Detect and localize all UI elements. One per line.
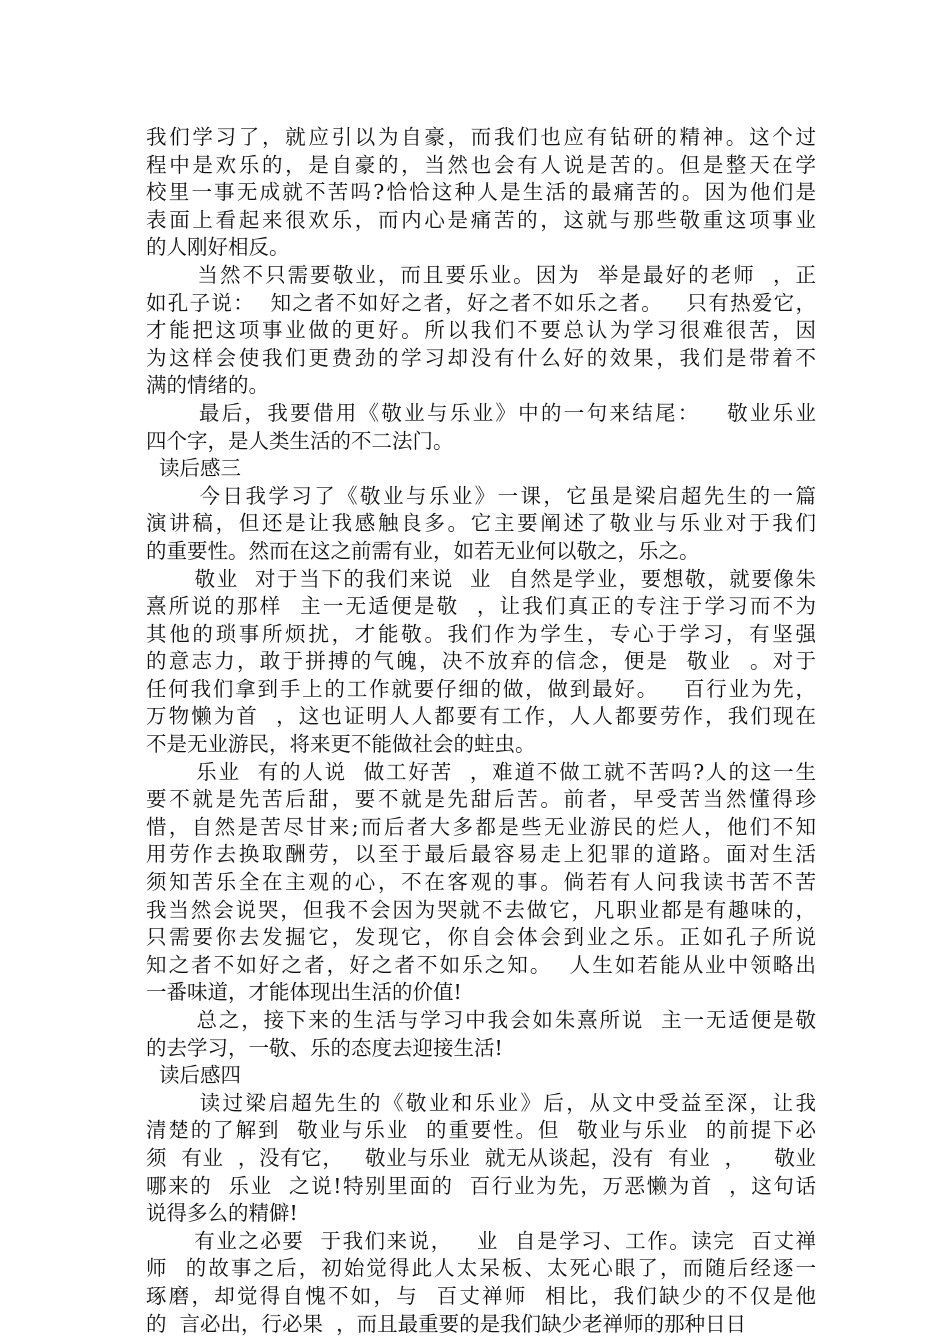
paragraph — [146, 1090, 816, 1228]
text-line: 师 的故事之后，初始觉得此人太呆板、太死心眼了，而随后经逐一 — [146, 1256, 816, 1281]
text-line: 万物懒为首 ，这也证明人人都要有工作，人人都要劳作，我们现在 — [146, 704, 816, 729]
paragraph — [146, 759, 816, 1007]
text-line: 校里一事无成就不苦吗?恰恰这种人是生活的最痛苦的。因为他们是 — [146, 180, 816, 205]
text-line: 读后感四 — [146, 1063, 242, 1088]
paragraph — [146, 1228, 816, 1338]
text-line: 乐业 有的人说 做工好苦 ，难道不做工就不苦吗?人的这一生 — [146, 759, 816, 784]
text-line: 的去学习，一敬、乐的态度去迎接生活! — [146, 1035, 503, 1060]
text-line: 的意志力，敢于拼搏的气魄，决不放弃的信念，便是 敬业 。对于 — [146, 649, 816, 674]
section-heading — [146, 1062, 816, 1090]
text-line: 我们学习了，就应引以为自豪，而我们也应有钻研的精神。这个过 — [146, 125, 816, 149]
text-line: 最后，我要借用《敬业与乐业》中的一句来结尾： 敬业乐业 — [146, 400, 816, 425]
text-line: 只需要你去发掘它，发现它，你自会体会到业之乐。正如孔子所说 — [146, 925, 816, 950]
text-line: 演讲稿，但还是让我感触良多。它主要阐述了敬业与乐业对于我们 — [146, 511, 816, 536]
text-line: 不是无业游民，将来更不能做社会的蛀虫。 — [146, 732, 536, 757]
paragraph — [146, 566, 816, 759]
paragraph — [146, 483, 816, 566]
text-line: 要不就是先苦后甜，要不就是先甜后苦。前者，早受苦当然懂得珍 — [146, 787, 816, 812]
text-line: 总之，接下来的生活与学习中我会如朱熹所说 主一无适便是敬 — [146, 1008, 816, 1032]
text-line: 的重要性。然而在这之前需有业，如若无业何以敬之，乐之。 — [146, 538, 700, 563]
text-line: 四个字，是人类生活的不二法门。 — [146, 428, 454, 453]
section-heading — [146, 455, 816, 483]
text-line: 的人刚好相反。 — [146, 235, 290, 260]
text-line: 哪来的 乐业 之说!特别里面的 百行业为先，万恶懒为首 ，这句话 — [146, 1173, 816, 1198]
text-line: 满的情绪的。 — [146, 373, 269, 398]
text-line: 才能把这项事业做的更好。所以我们不要总认为学习很难很苦，因 — [146, 318, 816, 343]
text-line: 程中是欢乐的，是自豪的，当然也会有人说是苦的。但是整天在学 — [146, 152, 816, 177]
text-line: 表面上看起来很欢乐，而内心是痛苦的，这就与那些敬重这项事业 — [146, 207, 816, 232]
text-line: 说得多么的精僻! — [146, 1201, 298, 1226]
text-line: 敬业 对于当下的我们来说 业 自然是学业，要想敬，就要像朱 — [146, 566, 816, 591]
text-line: 任何我们拿到手上的工作就要仔细的做，做到最好。 百行业为先， — [146, 676, 816, 701]
text-line: 为这样会使我们更费劲的学习却没有什么好的效果，我们是带着不 — [146, 345, 816, 370]
paragraph — [146, 400, 816, 455]
text-line: 须知苦乐全在主观的心，不在客观的事。倘若有人问我读书苦不苦 — [146, 870, 816, 895]
text-line: 一番味道，才能体现出生活的价值! — [146, 980, 462, 1005]
text-line: 其他的琐事所烦扰，才能敬。我们作为学生，专心于学习，有坚强 — [146, 621, 816, 646]
paragraph — [146, 1007, 816, 1062]
text-line: 琢磨，却觉得自愧不如，与 百丈禅师 相比，我们缺少的不仅是他 — [146, 1283, 816, 1308]
text-line: 我当然会说哭，但我不会因为哭就不去做它，凡职业都是有趣味的， — [146, 897, 816, 922]
text-line: 今日我学习了《敬业与乐业》一课，它虽是梁启超先生的一篇 — [146, 483, 816, 508]
text-line: 当然不只需要敬业，而且要乐业。因为 举是最好的老师 ，正 — [146, 262, 816, 287]
text-line: 惜，自然是苦尽甘来;而后者大多都是些无业游民的烂人，他们不知 — [146, 814, 816, 839]
document-body — [146, 124, 816, 1338]
paragraph — [146, 262, 816, 400]
paragraph — [146, 124, 816, 262]
text-line: 须 有业 ，没有它， 敬业与乐业 就无从谈起，没有 有业 ， 敬业 — [146, 1145, 816, 1170]
text-line: 的 言必出，行必果 ，而且最重要的是我们缺少老禅师的那种日日 — [146, 1311, 747, 1336]
text-line: 熹所说的那样 主一无适便是敬 ，让我们真正的专注于学习而不为 — [146, 594, 816, 619]
text-line: 读后感三 — [146, 456, 242, 481]
text-line: 用劳作去换取酬劳，以至于最后最容易走上犯罪的道路。面对生活 — [146, 842, 816, 867]
text-line: 有业之必要 于我们来说， 业 自是学习、工作。读完 百丈禅 — [146, 1228, 816, 1253]
text-line: 读过梁启超先生的《敬业和乐业》后，从文中受益至深，让我 — [146, 1090, 816, 1115]
text-line: 知之者不如好之者，好之者不如乐之知。 人生如若能从业中领略出 — [146, 952, 816, 977]
text-line: 清楚的了解到 敬业与乐业 的重要性。但 敬业与乐业 的前提下必 — [146, 1118, 816, 1143]
text-line: 如孔子说： 知之者不如好之者，好之者不如乐之者。 只有热爱它， — [146, 290, 816, 315]
